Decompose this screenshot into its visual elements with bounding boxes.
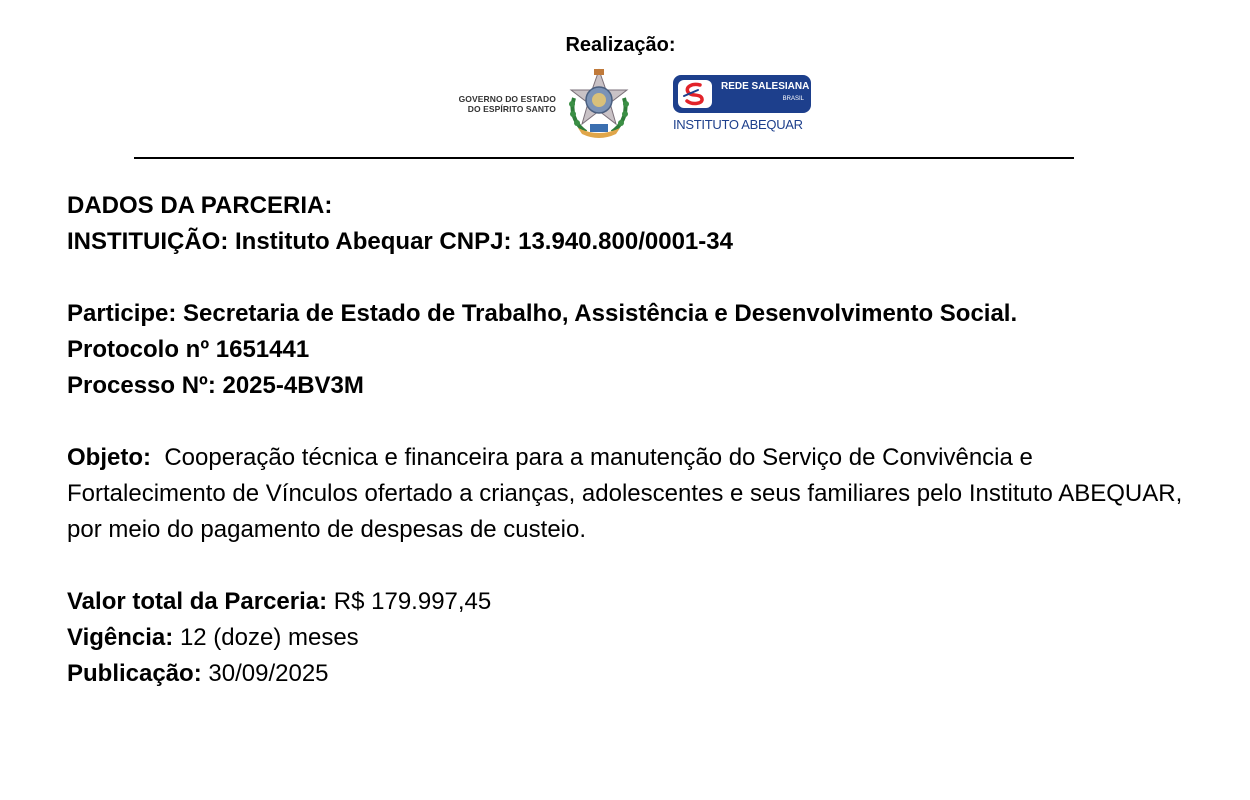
publication-date: 30/09/2025: [208, 660, 329, 687]
rede-salesiana-logo-icon: [678, 80, 712, 108]
validity-label: Vigência:: [67, 624, 174, 651]
government-name: [458, 94, 556, 114]
spacer: [67, 548, 1197, 584]
total-value-line: [67, 584, 1197, 620]
rede-salesiana-logo: [673, 75, 813, 135]
publication-line: [67, 656, 1197, 692]
government-name-line-2: DO ESPÍRITO SANTO: [467, 104, 556, 114]
total-value-label: Valor total da Parceria:: [67, 588, 328, 615]
partnership-details: [67, 188, 1197, 692]
validity-value: 12 (doze) meses: [179, 624, 359, 651]
publication-label: Publicação:: [67, 660, 202, 687]
object-text: Cooperação técnica e financeira para a manutenção do Serviço de Convivência e Fortalecimento de Vínculos ofertado a crianças, adolescentes e seus familiares pelo Instituto ABEQUAR, por meio do pagamento de despesas de custeio.: [67, 444, 1183, 543]
spacer: [67, 404, 1197, 440]
validity-line: [67, 620, 1197, 656]
protocol-line: Protocolo nº 1651441: [67, 336, 310, 363]
realizacao-label: Realização:: [565, 34, 676, 56]
rede-salesiana-name: REDE SALESIANA: [721, 81, 810, 92]
sponsor-logos: [458, 68, 818, 142]
total-value-amount: R$ 179.997,45: [333, 588, 492, 615]
institution-line: INSTITUIÇÃO: Instituto Abequar CNPJ: 13.940.800/0001-34: [67, 228, 733, 255]
state-coat-of-arms-icon: [564, 68, 634, 140]
instituto-abequar-name: INSTITUTO ABEQUAR: [673, 117, 803, 132]
object-label: Objeto:: [67, 444, 151, 471]
object-paragraph: [67, 440, 1197, 548]
process-line: Processo Nº: 2025-4BV3M: [67, 372, 364, 399]
header-divider: [134, 157, 1074, 159]
government-name-line-1: GOVERNO DO ESTADO: [458, 94, 556, 104]
rede-salesiana-country: BRASIL: [782, 96, 804, 102]
participant-line: Participe: Secretaria de Estado de Trabalho, Assistência e Desenvolvimento Social.: [67, 300, 1018, 327]
spacer: [67, 260, 1197, 296]
rede-salesiana-badge: [673, 75, 811, 113]
partnership-heading: DADOS DA PARCERIA:: [67, 192, 333, 219]
